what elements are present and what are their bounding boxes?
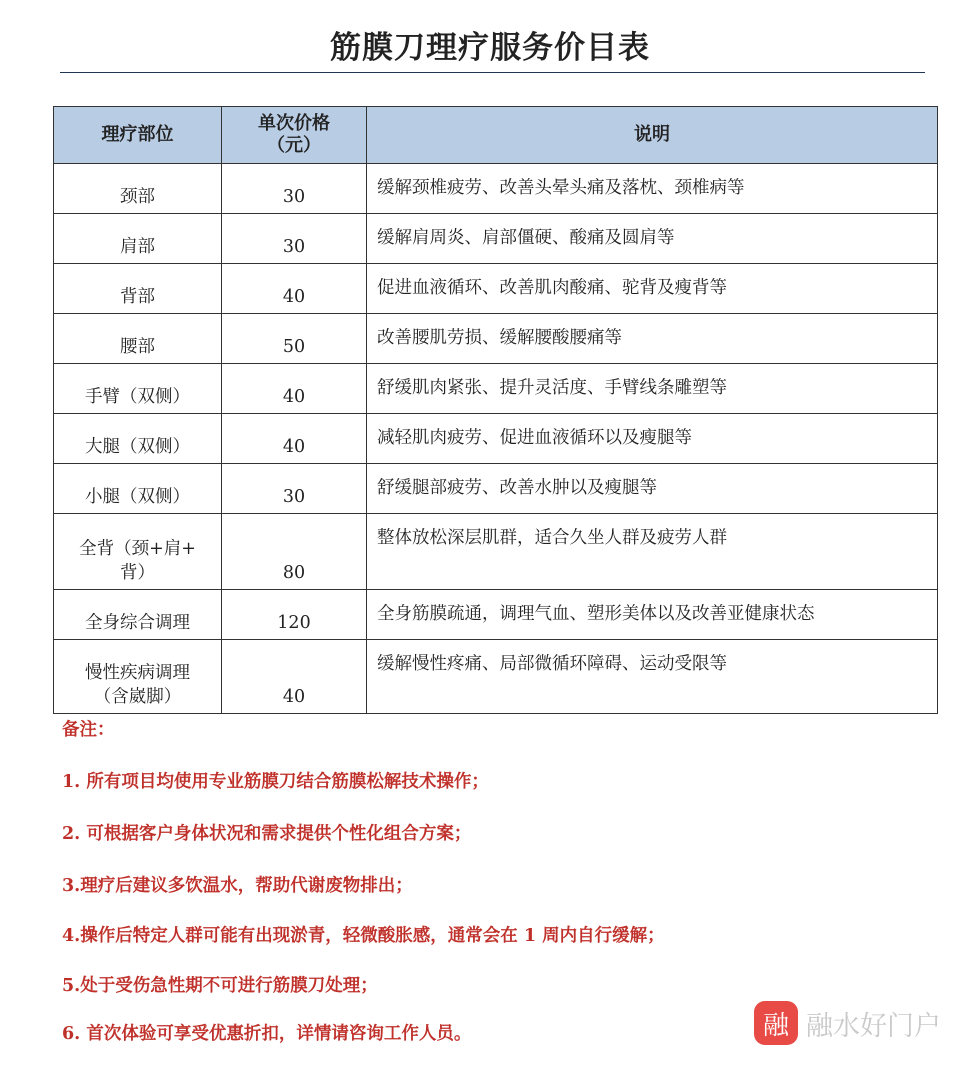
cell-part <box>54 590 222 640</box>
cell-part <box>54 464 222 514</box>
table-row <box>54 414 938 464</box>
cell-price: 30 <box>222 464 367 514</box>
table-row <box>54 464 938 514</box>
watermark <box>754 1001 941 1045</box>
cell-part-line2: （含崴脚） <box>93 687 182 707</box>
page-title: 筋膜刀理疗服务价目表 <box>330 30 650 66</box>
header-part: 理疗部位 <box>54 107 222 164</box>
table-row <box>54 590 938 640</box>
cell-part-line2: 背） <box>120 563 155 583</box>
note-item: 1. 所有项目均使用专业筋膜刀结合筋膜松解技术操作； <box>62 772 489 792</box>
cell-part-line1: 肩部 <box>120 237 155 257</box>
note-item: 5.处于受伤急性期不可进行筋膜刀处理； <box>62 976 378 996</box>
cell-part-line1: 全背（颈+肩+ <box>79 539 196 559</box>
cell-desc: 缓解颈椎疲劳、改善头晕头痛及落枕、颈椎病等 <box>367 164 938 214</box>
cell-part <box>54 514 222 590</box>
table-row <box>54 314 938 364</box>
table-row <box>54 264 938 314</box>
cell-price: 80 <box>222 514 367 590</box>
cell-part-line1: 小腿（双侧） <box>85 487 190 507</box>
watermark-logo-icon: 融 <box>754 1001 798 1045</box>
cell-part-line1: 背部 <box>120 287 155 307</box>
cell-price: 30 <box>222 164 367 214</box>
header-price <box>222 107 367 164</box>
table-header-row <box>54 107 938 164</box>
cell-part-line1: 慢性疾病调理 <box>85 663 190 683</box>
note-item: 6. 首次体验可享受优惠折扣，详情请咨询工作人员。 <box>62 1024 472 1044</box>
cell-part <box>54 164 222 214</box>
cell-price: 40 <box>222 264 367 314</box>
cell-desc: 缓解慢性疼痛、局部微循环障碍、运动受限等 <box>367 640 938 714</box>
cell-desc: 全身筋膜疏通，调理气血、塑形美体以及改善亚健康状态 <box>367 590 938 640</box>
table-row <box>54 364 938 414</box>
cell-part <box>54 414 222 464</box>
cell-part-line1: 颈部 <box>120 187 155 207</box>
cell-part <box>54 214 222 264</box>
cell-part <box>54 314 222 364</box>
cell-price: 30 <box>222 214 367 264</box>
note-item: 3.理疗后建议多饮温水，帮助代谢废物排出； <box>62 876 413 896</box>
cell-part <box>54 264 222 314</box>
table-row <box>54 214 938 264</box>
cell-part <box>54 364 222 414</box>
cell-part-line1: 手臂（双侧） <box>85 387 190 407</box>
cell-desc: 减轻肌肉疲劳、促进血液循环以及瘦腿等 <box>367 414 938 464</box>
cell-part-line1: 大腿（双侧） <box>85 437 190 457</box>
note-item: 2. 可根据客户身体状况和需求提供个性化组合方案； <box>62 824 472 844</box>
table-row <box>54 514 938 590</box>
cell-price: 120 <box>222 590 367 640</box>
cell-price: 50 <box>222 314 367 364</box>
header-price-line2: （元） <box>267 135 321 156</box>
cell-price: 40 <box>222 364 367 414</box>
cell-price: 40 <box>222 414 367 464</box>
table-row <box>54 164 938 214</box>
header-desc: 说明 <box>367 107 938 164</box>
watermark-text: 融水好门户 <box>806 1010 941 1042</box>
cell-desc: 舒缓腿部疲劳、改善水肿以及瘦腿等 <box>367 464 938 514</box>
cell-desc: 缓解肩周炎、肩部僵硬、酸痛及圆肩等 <box>367 214 938 264</box>
table-row <box>54 640 938 714</box>
price-table <box>53 106 938 714</box>
note-item: 4.操作后特定人群可能有出现淤青，轻微酸胀感，通常会在 1 周内自行缓解； <box>62 926 665 946</box>
notes-heading: 备注： <box>62 720 115 740</box>
cell-desc: 整体放松深层肌群，适合久坐人群及疲劳人群 <box>367 514 938 590</box>
cell-price: 40 <box>222 640 367 714</box>
cell-desc: 促进血液循环、改善肌肉酸痛、驼背及瘦背等 <box>367 264 938 314</box>
cell-desc: 舒缓肌肉紧张、提升灵活度、手臂线条雕塑等 <box>367 364 938 414</box>
cell-part-line1: 腰部 <box>120 337 155 357</box>
title-divider <box>60 72 925 73</box>
cell-part <box>54 640 222 714</box>
cell-desc: 改善腰肌劳损、缓解腰酸腰痛等 <box>367 314 938 364</box>
cell-part-line1: 全身综合调理 <box>85 613 190 633</box>
header-price-line1: 单次价格 <box>258 113 330 134</box>
